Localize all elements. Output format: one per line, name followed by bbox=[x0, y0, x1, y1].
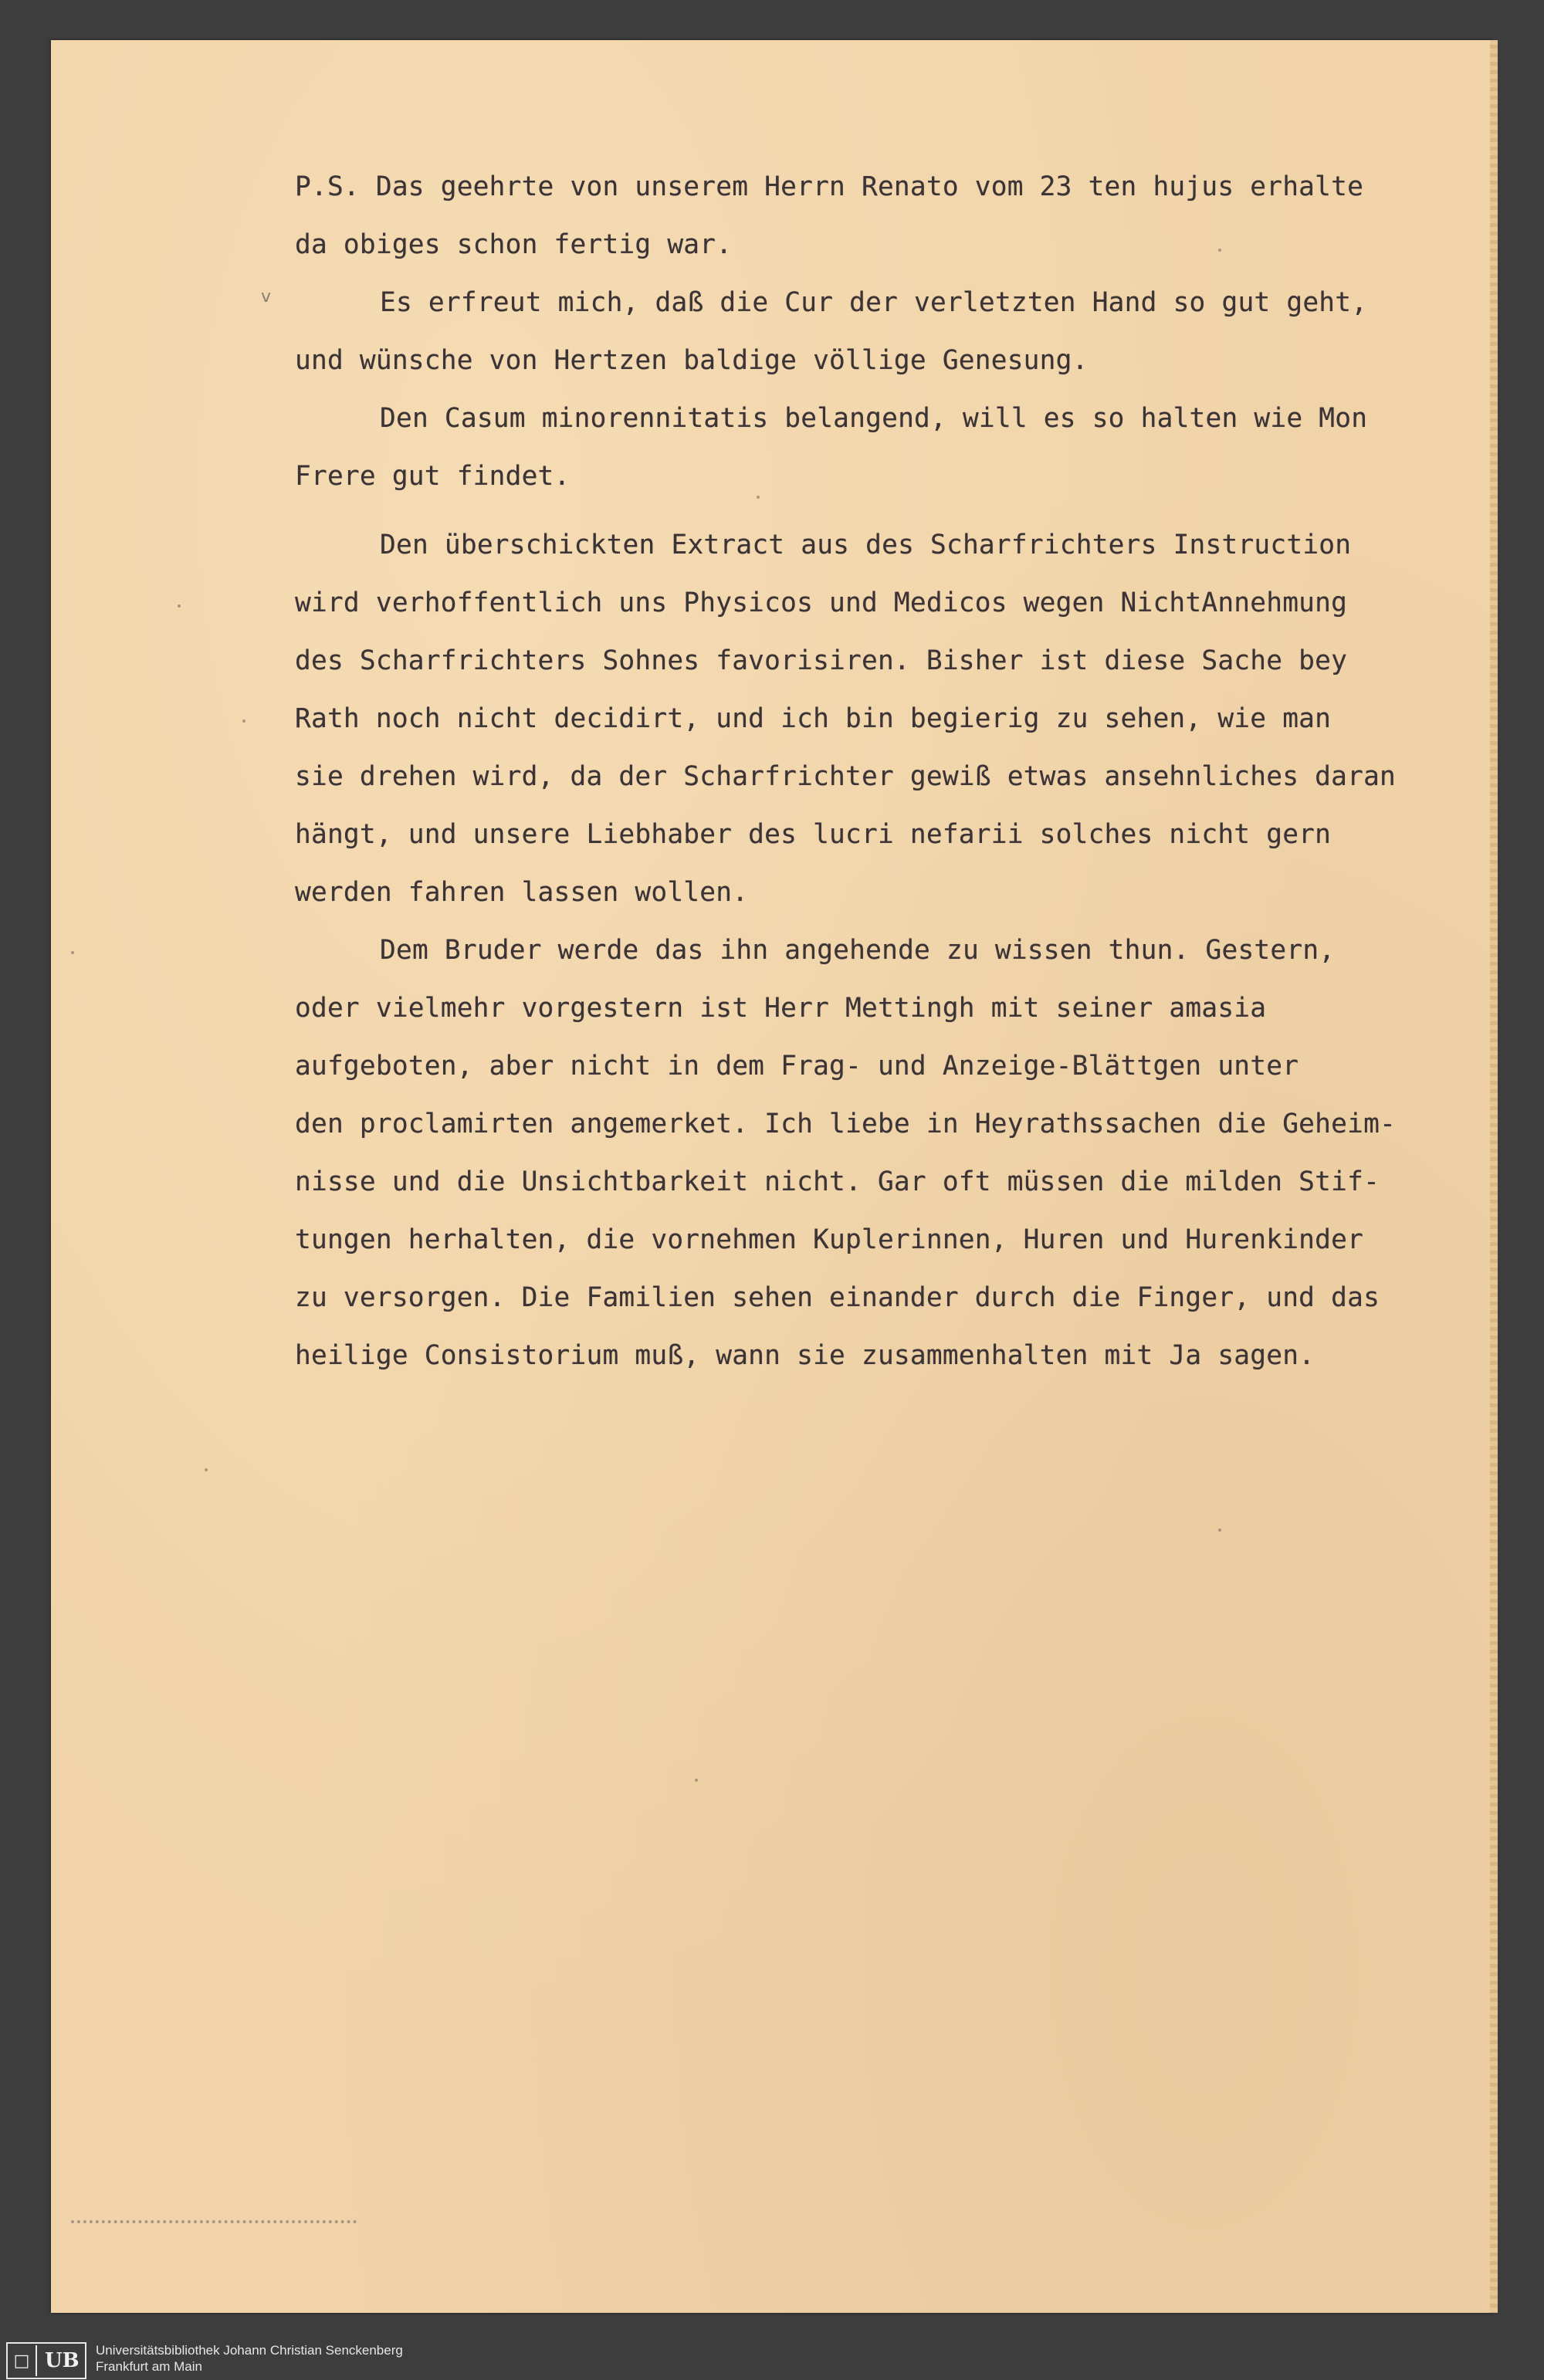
paper-torn-edge bbox=[1490, 40, 1498, 2313]
text-line: Es erfreut mich, daß die Cur der verletzten Hand so gut geht, bbox=[380, 287, 1368, 318]
text-line: werden fahren lassen wollen. bbox=[295, 877, 749, 908]
stray-mark bbox=[205, 1468, 208, 1471]
stray-mark bbox=[695, 1779, 698, 1782]
text-line: wird verhoffentlich uns Physicos und Medicos wegen NichtAnnehmung bbox=[295, 587, 1348, 618]
text-line: Den überschickten Extract aus des Scharfrichters Instruction bbox=[380, 530, 1352, 560]
institution-credit bbox=[96, 2342, 403, 2375]
text-line: und wünsche von Hertzen baldige völlige Genesung. bbox=[295, 345, 1089, 376]
typewritten-letter bbox=[295, 158, 1468, 1385]
text-line: Rath noch nicht decidirt, und ich bin begierig zu sehen, wie man bbox=[295, 703, 1332, 734]
ub-logo-icon bbox=[6, 2342, 86, 2379]
logo-emblem-icon: □ bbox=[8, 2345, 37, 2376]
text-line: nisse und die Unsichtbarkeit nicht. Gar oft müssen die milden Stif- bbox=[295, 1166, 1380, 1197]
dotted-rule bbox=[71, 2220, 357, 2223]
stray-mark bbox=[242, 719, 245, 723]
institution-name: Universitätsbibliothek Johann Christian Senckenberg bbox=[96, 2343, 403, 2358]
institution-city: Frankfurt am Main bbox=[96, 2359, 202, 2374]
text-line: Den Casum minorennitatis belangend, will es so halten wie Mon bbox=[380, 403, 1368, 434]
text-line: Frere gut findet. bbox=[295, 461, 571, 492]
text-line: sie drehen wird, da der Scharfrichter gewiß etwas ansehnliches daran bbox=[295, 761, 1397, 792]
paragraph bbox=[295, 158, 1468, 274]
paragraph bbox=[295, 922, 1468, 1385]
text-line: tungen herhalten, die vornehmen Kuplerinnen, Huren und Hurenkinder bbox=[295, 1224, 1364, 1255]
margin-mark: v bbox=[261, 287, 272, 306]
text-line: oder vielmehr vorgestern ist Herr Mettingh mit seiner amasia bbox=[295, 993, 1267, 1024]
logo-letters: UB bbox=[45, 2349, 80, 2372]
text-line: da obiges schon fertig war. bbox=[295, 229, 733, 260]
text-line: zu versorgen. Die Familien sehen einander durch die Finger, und das bbox=[295, 1282, 1380, 1313]
paragraph bbox=[295, 390, 1468, 506]
paragraph bbox=[295, 274, 1468, 390]
text-line: Dem Bruder werde das ihn angehende zu wissen thun. Gestern, bbox=[380, 935, 1336, 966]
library-footer bbox=[0, 2328, 1544, 2380]
text-line: P.S. Das geehrte von unserem Herrn Renato vom 23 ten hujus erhalte bbox=[295, 171, 1364, 202]
text-line: den proclamirten angemerket. Ich liebe in Heyrathssachen die Geheim- bbox=[295, 1109, 1397, 1139]
paragraph bbox=[295, 516, 1468, 922]
text-line: des Scharfrichters Sohnes favorisiren. Bisher ist diese Sache bey bbox=[295, 645, 1348, 676]
stray-mark bbox=[1218, 1529, 1221, 1532]
text-line: hängt, und unsere Liebhaber des lucri nefarii solches nicht gern bbox=[295, 819, 1332, 850]
text-line: aufgeboten, aber nicht in dem Frag- und Anzeige-Blättgen unter bbox=[295, 1051, 1299, 1082]
text-line: heilige Consistorium muß, wann sie zusammenhalten mit Ja sagen. bbox=[295, 1340, 1315, 1371]
stray-mark bbox=[71, 951, 74, 954]
stray-mark bbox=[178, 604, 181, 608]
